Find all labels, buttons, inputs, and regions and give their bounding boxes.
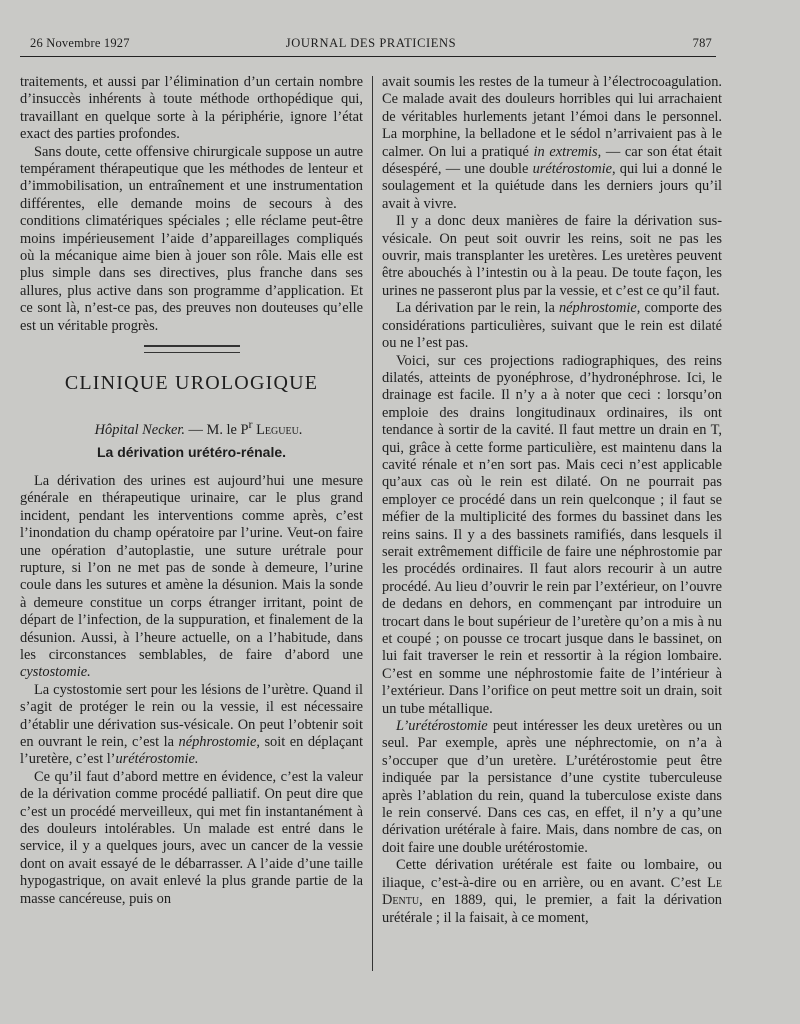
section-ornament xyxy=(144,345,240,353)
hospital-line xyxy=(20,415,363,439)
left-column xyxy=(20,74,363,908)
left-paragraph-1: traitements, et aussi par l’élimination d’un certain nombre d’insuccès inhérents à toute méthode orthopédique qui, travaillant en quelque sorte à la périphérie, ignore l’état exact des parties profondes. xyxy=(20,74,363,143)
right-paragraph-1 xyxy=(382,74,722,213)
right-column xyxy=(382,74,722,927)
left-paragraph-2: Sans doute, cette offensive chirurgicale suppose un autre tempérament thérapeutique que les méthodes de lenteur et d’immobilisation, un entraînement et une instrumentation différentes, elle demande moins de secours à des conditions climatériques spéciales ; elle réclame peut-être moins impérieusement l’aide d’appareillages compliqués où la mécanique aime bien à jouer son rôle. Mais elle est plus simple dans ses directives, plus franche dans ses allures, plus active dans son programme d’application. Et ce sont là, n’est-ce pas, des preuves non douteuses qu’elle est un véritable progrès. xyxy=(20,143,363,334)
hospital-name: Hôpital Necker. xyxy=(94,421,185,438)
right-p1-text: avait soumis les restes de la tumeur à l’électrocoagulation. Ce malade avait des douleurs horribles qui lui arrachaient de véritables hurlements jetant l’émoi dans le personnel. La morphine, la belladone et le sédol n’arrivaient pas à le calmer. On lui a pratiqué xyxy=(382,74,722,160)
article-title: La dérivation urétéro-rénale. xyxy=(96,443,287,460)
right-p1-italic-1: in extremis xyxy=(533,143,598,160)
right-p5-text: peut intéresser les deux uretères ou un seul. Par exemple, après une néphrectomie, on n’a à s’occuper que d’un uretère. L’urétérostomie peut être indiquée par la persistance d’une cystite tuberculeuse après l’ablation du rein, quand la tuberculose existe dans le rein conservé. Dans ces cas, en effet, il n’y a qu’une dérivation urétérale à faire. Mais, dans nombre de cas, on doit faire une double urétérostomie. xyxy=(382,718,722,856)
right-paragraph-5 xyxy=(382,718,722,857)
column-divider xyxy=(372,76,373,971)
left-p3-italic: cystostomie. xyxy=(20,664,91,681)
left-paragraph-5: Ce qu’il faut d’abord mettre en évidence, c’est la valeur de la dérivation comme procédé palliatif. On peut dire que c’est un procédé merveilleux, qui met fin instantanément à des douleurs intolérables. Un malade est entré dans le service, il y a quelques jours, avec un cancer de la vessie dont on avait essayé de le débarrasser. A l’aide d’une taille hypogastrique, on avait enlevé la plus grande partie de la masse cancéreuse, puis on xyxy=(20,768,363,907)
left-paragraph-3 xyxy=(20,473,363,682)
left-p4-italic-2: urétérostomie. xyxy=(115,751,199,768)
right-paragraph-6 xyxy=(382,857,722,927)
header-journal-title: JOURNAL DES PRATICIENS xyxy=(285,36,457,50)
left-p4-text: La cystostomie sert pour les lésions de l’urètre. Quand il s’agit de protéger le rein ou la vessie, il est nécessaire d’établir une dérivation sus-vésicale. On peut l’obtenir soit en ouvrant le rein, c’est la xyxy=(20,681,363,750)
right-p6-end: , en 1889, qui, le premier, a fait la dérivation urétérale ; il la faisait, à ce moment, xyxy=(382,892,722,926)
right-paragraph-3 xyxy=(382,300,722,352)
hospital-sep: — M. le P xyxy=(184,421,249,438)
right-p3-italic: néphrostomie xyxy=(558,300,637,317)
header-page-number: 787 xyxy=(692,36,712,50)
header-rule xyxy=(20,56,716,57)
hospital-author: Legueu. xyxy=(252,421,303,438)
right-p3-end: , comporte des considérations particulières, suivant que le rein est dilaté ou ne l’est pas. xyxy=(382,300,722,352)
right-p1-end: , qui lui a donné le soulagement et la quiétude dans les derniers jours qu’il avait à vivre. xyxy=(382,161,722,212)
left-p4-italic-1: néphrostomie xyxy=(178,733,257,750)
right-p6-text: Cette dérivation urétérale est faite ou lombaire, ou iliaque, c’est-à-dire ou en arrière, ou en avant. C’est xyxy=(382,857,722,891)
running-header xyxy=(30,36,712,54)
right-paragraph-2: Il y a donc deux manières de faire la dérivation sus-vésicale. On peut soit ouvrir les reins, soit ne pas les ouvrir, mais transplanter les uretères. Les uretères peuvent être abouchés à l’intestin ou à la peau. De toute façon, les urines ne passeront plus par la vessie, et c’est ce qu’il faut. xyxy=(382,213,722,299)
right-paragraph-4: Voici, sur ces projections radiographiques, des reins dilatés, atteints de pyonéphrose, d’hydronéphrose. Ici, le drainage est facile. Il n’y a à noter que ceci : lorsqu’on emploie des drains longitudinaux ordinaires, ils ont tendance à sortir de la cavité. Il faut mettre un drain en T, qui, grâce à cette forme particulière, est maintenu dans la cavité rénale et n’en sort pas. Mais ceci n’est applicable qu’aux cas où le rein est dilaté. On ne pourrait pas employer ce procédé dans un rein quelconque ; il faut se méfier de la multiplicité des formes du bassinet dans les reins sains. Il y a des bassinets ramifiés, dans lesquels il serait extrêmement difficile de faire une néphrostomie par les procédés ordinaires. Il faut alors recourir à un autre procédé. Au lieu d’ouvrir le rein par l’extérieur, on l’ouvre de dedans en dehors, en commençant par introduire un trocart dans le bout supérieur de l’uretère qu’on a mis à nu et coupé ; on pousse ce trocart jusque dans le bassinet, on lui fait traverser le rein et ressortir à la région lombaire. C’est en somme une néphrostomie faite de l’intérieur à l’extérieur. Dans l’orifice on peut mettre soit un drain, soit un tube métallique. xyxy=(382,352,722,717)
right-p3-text: La dérivation par le rein, la xyxy=(396,300,559,317)
left-paragraph-4 xyxy=(20,682,363,769)
right-p6-author: Le Dentu xyxy=(382,874,722,909)
header-date: 26 Novembre 1927 xyxy=(30,36,130,50)
right-p1-mid: , — car son état était désespéré, — une double xyxy=(382,143,722,178)
left-p4-mid: , soit en déplaçant l’uretère, c’est l’ xyxy=(20,733,363,768)
section-title: CLINIQUE UROLOGIQUE xyxy=(64,372,319,395)
right-p5-italic: L’urétérostomie xyxy=(396,718,488,735)
hospital-title-sup: r xyxy=(248,417,253,432)
left-p3-text: La dérivation des urines est aujourd’hui une mesure générale en thérapeutique urinaire, car le plus grand incident, pendant les interventions comme après, c’est l’inondation du champ opératoire par l’urine. Veut-on faire une opération d’autoplastie, une suture urétrale pour rupture, si l’on ne met pas de sonde à demeure, l’urine coule dans les sutures et amène la désunion. Mais la sonde à demeure constitue un corps étranger irritant, point de départ de l’infection, de la suppuration, et finalement de la désunion. Aussi, à l’heure actuelle, on a l’habitude, dans les circonstances semblables, de faire d’abord une xyxy=(20,472,363,663)
right-p1-italic-2: urétérostomie xyxy=(532,161,612,178)
